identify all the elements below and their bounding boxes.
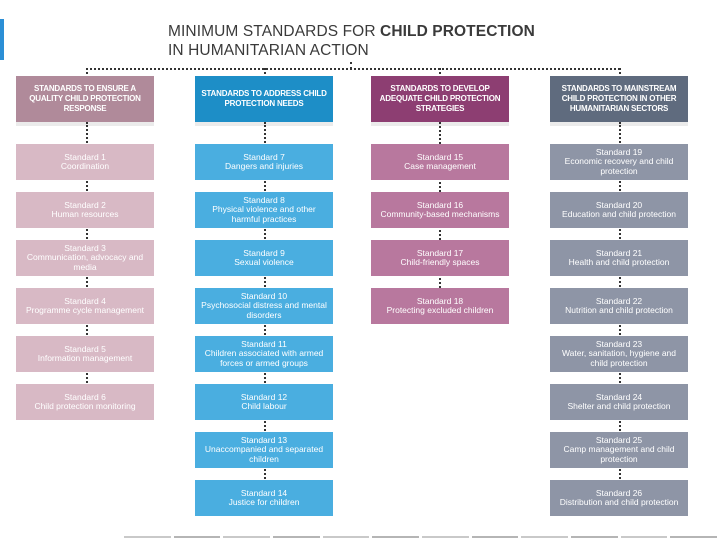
standard-number: Standard 6 — [64, 391, 106, 402]
column-header: STANDARDS TO MAINSTREAM CHILD PROTECTION IN OTHER HUMANITARIAN SECTORS — [550, 76, 688, 122]
standard-box — [195, 192, 333, 228]
diagram-title — [168, 22, 568, 60]
standard-title: Economic recovery and child protection — [564, 156, 674, 176]
standard-title: Physical violence and other harmful practices — [212, 204, 316, 224]
title-line1-part-a: MINIMUM STANDARDS FOR — [168, 23, 381, 40]
standard-title: Justice for children — [228, 497, 300, 507]
standard-number: Standard 9 — [243, 247, 285, 258]
standard-title: Camp management and child protection — [563, 444, 675, 464]
column-header: STANDARDS TO ADDRESS CHILD PROTECTION NEEDS — [195, 76, 333, 122]
standard-number: Standard 20 — [595, 199, 643, 210]
standard-box — [195, 288, 333, 324]
standard-number: Standard 14 — [240, 487, 288, 498]
standard-number: Standard 1 — [64, 151, 106, 162]
standard-box — [550, 432, 688, 468]
standard-title: Child-friendly spaces — [400, 257, 480, 267]
standard-title: Protecting excluded children — [386, 305, 494, 315]
standard-title: Distribution and child protection — [559, 497, 679, 507]
standard-title: Sexual violence — [234, 257, 294, 267]
standard-title: Nutrition and child protection — [565, 305, 673, 315]
standard-box — [371, 192, 509, 228]
standard-box — [16, 192, 154, 228]
title-line1-part-b: CHILD PROTECTION — [380, 23, 535, 40]
column-header: STANDARDS TO DEVELOP ADEQUATE CHILD PROTECTION STRATEGIES — [371, 76, 509, 122]
standard-box — [16, 288, 154, 324]
standard-number: Standard 22 — [595, 295, 643, 306]
connector-top-horizontal — [86, 68, 620, 70]
standard-title: Psychosocial distress and mental disorders — [201, 300, 327, 320]
standard-title: Water, sanitation, hygiene and child protection — [561, 348, 677, 368]
standard-title: Unaccompanied and separated children — [204, 444, 324, 464]
standard-number: Standard 26 — [595, 487, 643, 498]
standard-title: Human resources — [51, 209, 119, 219]
standard-number: Standard 15 — [416, 151, 464, 162]
standard-number: Standard 2 — [64, 199, 106, 210]
standard-title: Case management — [404, 161, 476, 171]
connector-drop-2 — [264, 68, 266, 74]
standard-number: Standard 12 — [240, 391, 288, 402]
standard-box — [195, 240, 333, 276]
accent-bar — [0, 19, 4, 60]
standard-number: Standard 7 — [243, 151, 285, 162]
standard-title: Child labour — [241, 401, 287, 411]
standard-box — [195, 144, 333, 180]
standard-number: Standard 19 — [595, 146, 643, 157]
standard-number: Standard 5 — [64, 343, 106, 354]
standard-number: Standard 18 — [416, 295, 464, 306]
standard-box — [550, 384, 688, 420]
standard-number: Standard 4 — [64, 295, 106, 306]
standard-box — [371, 288, 509, 324]
standard-number: Standard 16 — [416, 199, 464, 210]
column-protection-strategies — [371, 76, 509, 315]
connector-drop-4 — [619, 68, 621, 74]
column-header: STANDARDS TO ENSURE A QUALITY CHILD PROTECTION RESPONSE — [16, 76, 154, 122]
standard-number: Standard 10 — [240, 290, 288, 301]
standard-title: Health and child protection — [568, 257, 670, 267]
column-quality-response — [16, 76, 154, 411]
standard-title: Community-based mechanisms — [380, 209, 500, 219]
standard-box — [16, 240, 154, 276]
standard-box — [550, 144, 688, 180]
standard-box — [371, 144, 509, 180]
standard-number: Standard 13 — [240, 434, 288, 445]
standard-title: Education and child protection — [562, 209, 676, 219]
standard-number: Standard 25 — [595, 434, 643, 445]
column-mainstream-sectors — [550, 76, 688, 507]
standard-number: Standard 24 — [595, 391, 643, 402]
standard-number: Standard 8 — [243, 194, 285, 205]
connector-drop-1 — [86, 68, 88, 74]
standard-box — [16, 384, 154, 420]
standard-number: Standard 21 — [595, 247, 643, 258]
standard-title: Dangers and injuries — [225, 161, 303, 171]
standard-title: Shelter and child protection — [567, 401, 671, 411]
standard-number: Standard 11 — [241, 338, 287, 349]
standard-box — [550, 336, 688, 372]
standard-title: Information management — [37, 353, 133, 363]
standard-box — [195, 384, 333, 420]
standard-title: Child protection monitoring — [34, 401, 136, 411]
connector-drop-3 — [439, 68, 441, 74]
standard-title: Children associated with armed forces or armed groups — [204, 348, 324, 368]
standard-title: Communication, advocacy and media — [26, 252, 144, 272]
standard-number: Standard 23 — [595, 338, 643, 349]
standard-box — [550, 192, 688, 228]
standard-box — [195, 480, 333, 516]
standard-box — [195, 432, 333, 468]
standard-box — [16, 144, 154, 180]
standard-box — [550, 288, 688, 324]
standard-box — [195, 336, 333, 372]
bottom-color-strip — [124, 536, 720, 540]
standard-box — [371, 240, 509, 276]
column-protection-needs — [195, 76, 333, 507]
standard-number: Standard 3 — [64, 242, 106, 253]
title-line2: IN HUMANITARIAN ACTION — [168, 42, 369, 59]
standard-title: Coordination — [60, 161, 110, 171]
standard-title: Programme cycle management — [25, 305, 145, 315]
standard-box — [550, 240, 688, 276]
standard-box — [550, 480, 688, 516]
standard-box — [16, 336, 154, 372]
standard-number: Standard 17 — [416, 247, 464, 258]
